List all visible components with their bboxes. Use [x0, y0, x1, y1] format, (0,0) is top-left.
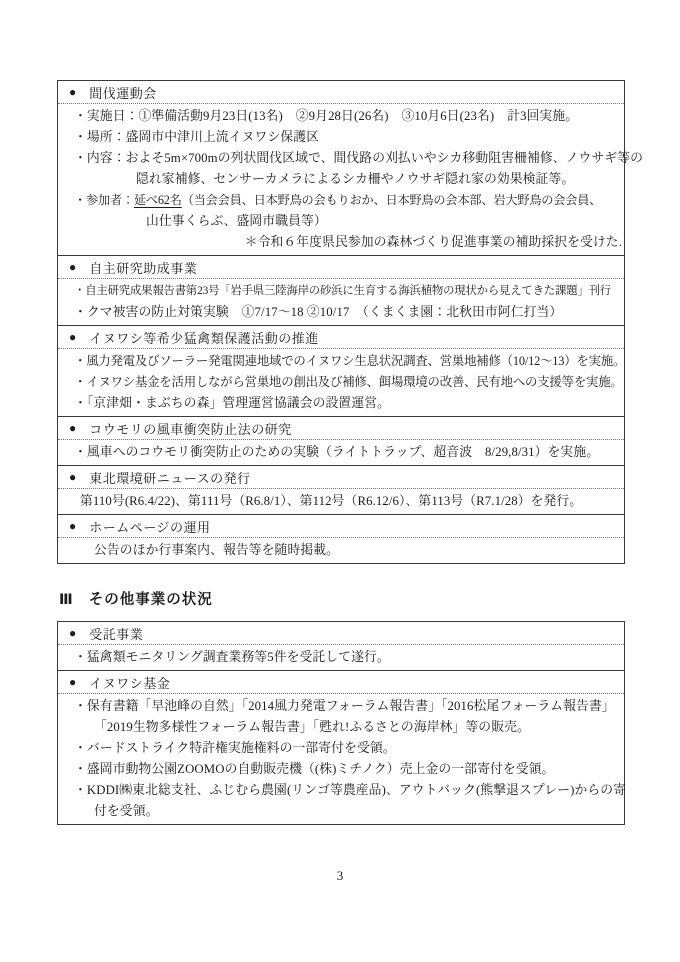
section-header [58, 417, 624, 440]
section-title: 東北環境研ニュースの発行 [89, 470, 251, 486]
heading-numeral: Ⅲ [59, 592, 74, 608]
text-line: 隠れ家補修、センサーカメラによるシカ柵やノウサギ隠れ家の効果検証等。 [136, 172, 575, 186]
text-line: 山仕事くらぶ、盛岡市職員等） [146, 214, 327, 228]
section-iii-heading [59, 588, 625, 609]
document-content [57, 80, 644, 825]
section-bullet-icon: ● [69, 626, 77, 640]
other-business-box [57, 621, 625, 825]
text-line: ・場所：盛岡市中津川上流イヌワシ保護区 [74, 130, 320, 144]
section-header [58, 622, 624, 645]
text-line: ・風力発電及びソーラー発電関連地域でのイヌワシ生息状況調査、営巣地補修（10/12～13）を実施。 [74, 354, 626, 368]
text-line: ・イヌワシ基金を活用しながら営巣地の創出及び補修、餌場環境の改善、民有地への支援等を実施。 [74, 375, 623, 389]
activities-box [57, 80, 644, 564]
text-line: ・クマ被害の防止対策実験 ①7/17～18 ②10/17 （くまくま園：北秋田市阿仁打当） [74, 305, 563, 319]
section-bullet-icon: ● [69, 421, 77, 435]
section-news [58, 465, 624, 514]
section-bullet-icon: ● [69, 675, 77, 689]
section-jutaku [58, 622, 624, 670]
text-line: ・自主研究成果報告書第23号「岩手県三陸海岸の砂浜に生育する海浜植物の現状から見えてきた課題」刊行 [74, 285, 611, 297]
section-header [58, 515, 624, 538]
section-header [58, 256, 624, 279]
section-body [58, 104, 644, 255]
section-bullet-icon: ● [69, 519, 77, 533]
section-kanbatsu [58, 81, 644, 255]
section-body [58, 349, 624, 416]
section-title: イヌワシ等希少猛禽類保護活動の推進 [89, 330, 319, 346]
text-line: ・猛禽類モニタリング調査業務等5件を受託して遂行。 [74, 650, 390, 664]
section-title: 自主研究助成事業 [89, 260, 198, 276]
subsidy-note: ＊令和６年度県民参加の森林づくり促進事業の補助採択を受けた. [244, 235, 622, 249]
text-line: 第110号(R6.4/22)、第111号（R6.8/1）、第112号（R6.12/6）、第113号（R7.1/28）を発行。 [80, 494, 583, 508]
section-body [58, 279, 624, 325]
section-fund [58, 670, 627, 824]
text-line: ・盛岡市動物公園ZOOMOの自動販売機（(株)ミチノク）売上金の一部寄付を受領。 [74, 762, 555, 776]
text-line: ・風車へのコウモリ衝突防止のための実験（ライトトラップ、超音波 8/29,8/31）を実施。 [74, 445, 600, 459]
text-line: 「2019生物多様性フォーラム報告書」「甦れ!ふるさとの海岸林」等の販売。 [94, 720, 530, 734]
section-homepage [58, 514, 624, 563]
section-body [58, 694, 627, 824]
section-bullet-icon: ● [69, 85, 77, 99]
section-body [58, 645, 624, 670]
text-line: 付を受領。 [94, 804, 159, 818]
section-header [58, 671, 624, 694]
section-title: イヌワシ基金 [89, 675, 171, 691]
section-koumori [58, 416, 624, 465]
participants-list: （当会会員、日本野鳥の会もりおか、日本野鳥の会本部、岩大野鳥の会会員、 [181, 193, 602, 207]
text-line: ・KDDI㈱東北総支社、ふじむら農園(リンゴ等農産品)、アウトバック(熊撃退スプレー)からの寄 [74, 783, 627, 797]
section-body [58, 538, 624, 563]
text-line: ・実施日：①準備活動9月23日(13名) ②9月28日(26名) ③10月6日(23名) 計3回実施。 [74, 109, 579, 123]
text-line: ・バードストライク特許権実施権料の一部寄付を受領。 [74, 741, 396, 755]
section-body [58, 440, 624, 465]
section-title: 間伐運動会 [89, 85, 157, 101]
participants-count-underlined: 延べ62名 [133, 193, 182, 207]
page-number: 3 [336, 868, 344, 883]
section-header [58, 81, 624, 104]
section-bullet-icon: ● [69, 470, 77, 484]
section-bullet-icon: ● [69, 260, 77, 274]
text-line: ・保有書籍「早池峰の自然」「2014風力発電フォーラム報告書」「2016松尾フォーラム報告書」 [74, 699, 615, 713]
section-header [58, 466, 624, 489]
section-jishu-kenkyu [58, 255, 624, 325]
section-title: 受託事業 [89, 626, 144, 642]
text-line: 公告のほか行事案内、報告等を随時掲載。 [94, 543, 340, 557]
section-title: ホームページの運用 [89, 519, 211, 535]
section-bullet-icon: ● [69, 330, 77, 344]
text-line: ・内容：およそ5m×700mの列状間伐区域で、間伐路の刈払いやシカ移動阻害柵補修、ノウサギ等の [74, 151, 644, 165]
participants-label: ・参加者： [74, 193, 134, 207]
text-line: ・「京津畑・まぶちの森」管理運営協議会の設置運営。 [74, 396, 391, 410]
heading-title: その他事業の状況 [88, 592, 213, 608]
section-body [58, 489, 624, 514]
section-inuwashi-hogo [58, 325, 624, 416]
text-line [58, 190, 624, 211]
section-header [58, 326, 624, 349]
section-title: コウモリの風車衝突防止法の研究 [89, 421, 292, 437]
